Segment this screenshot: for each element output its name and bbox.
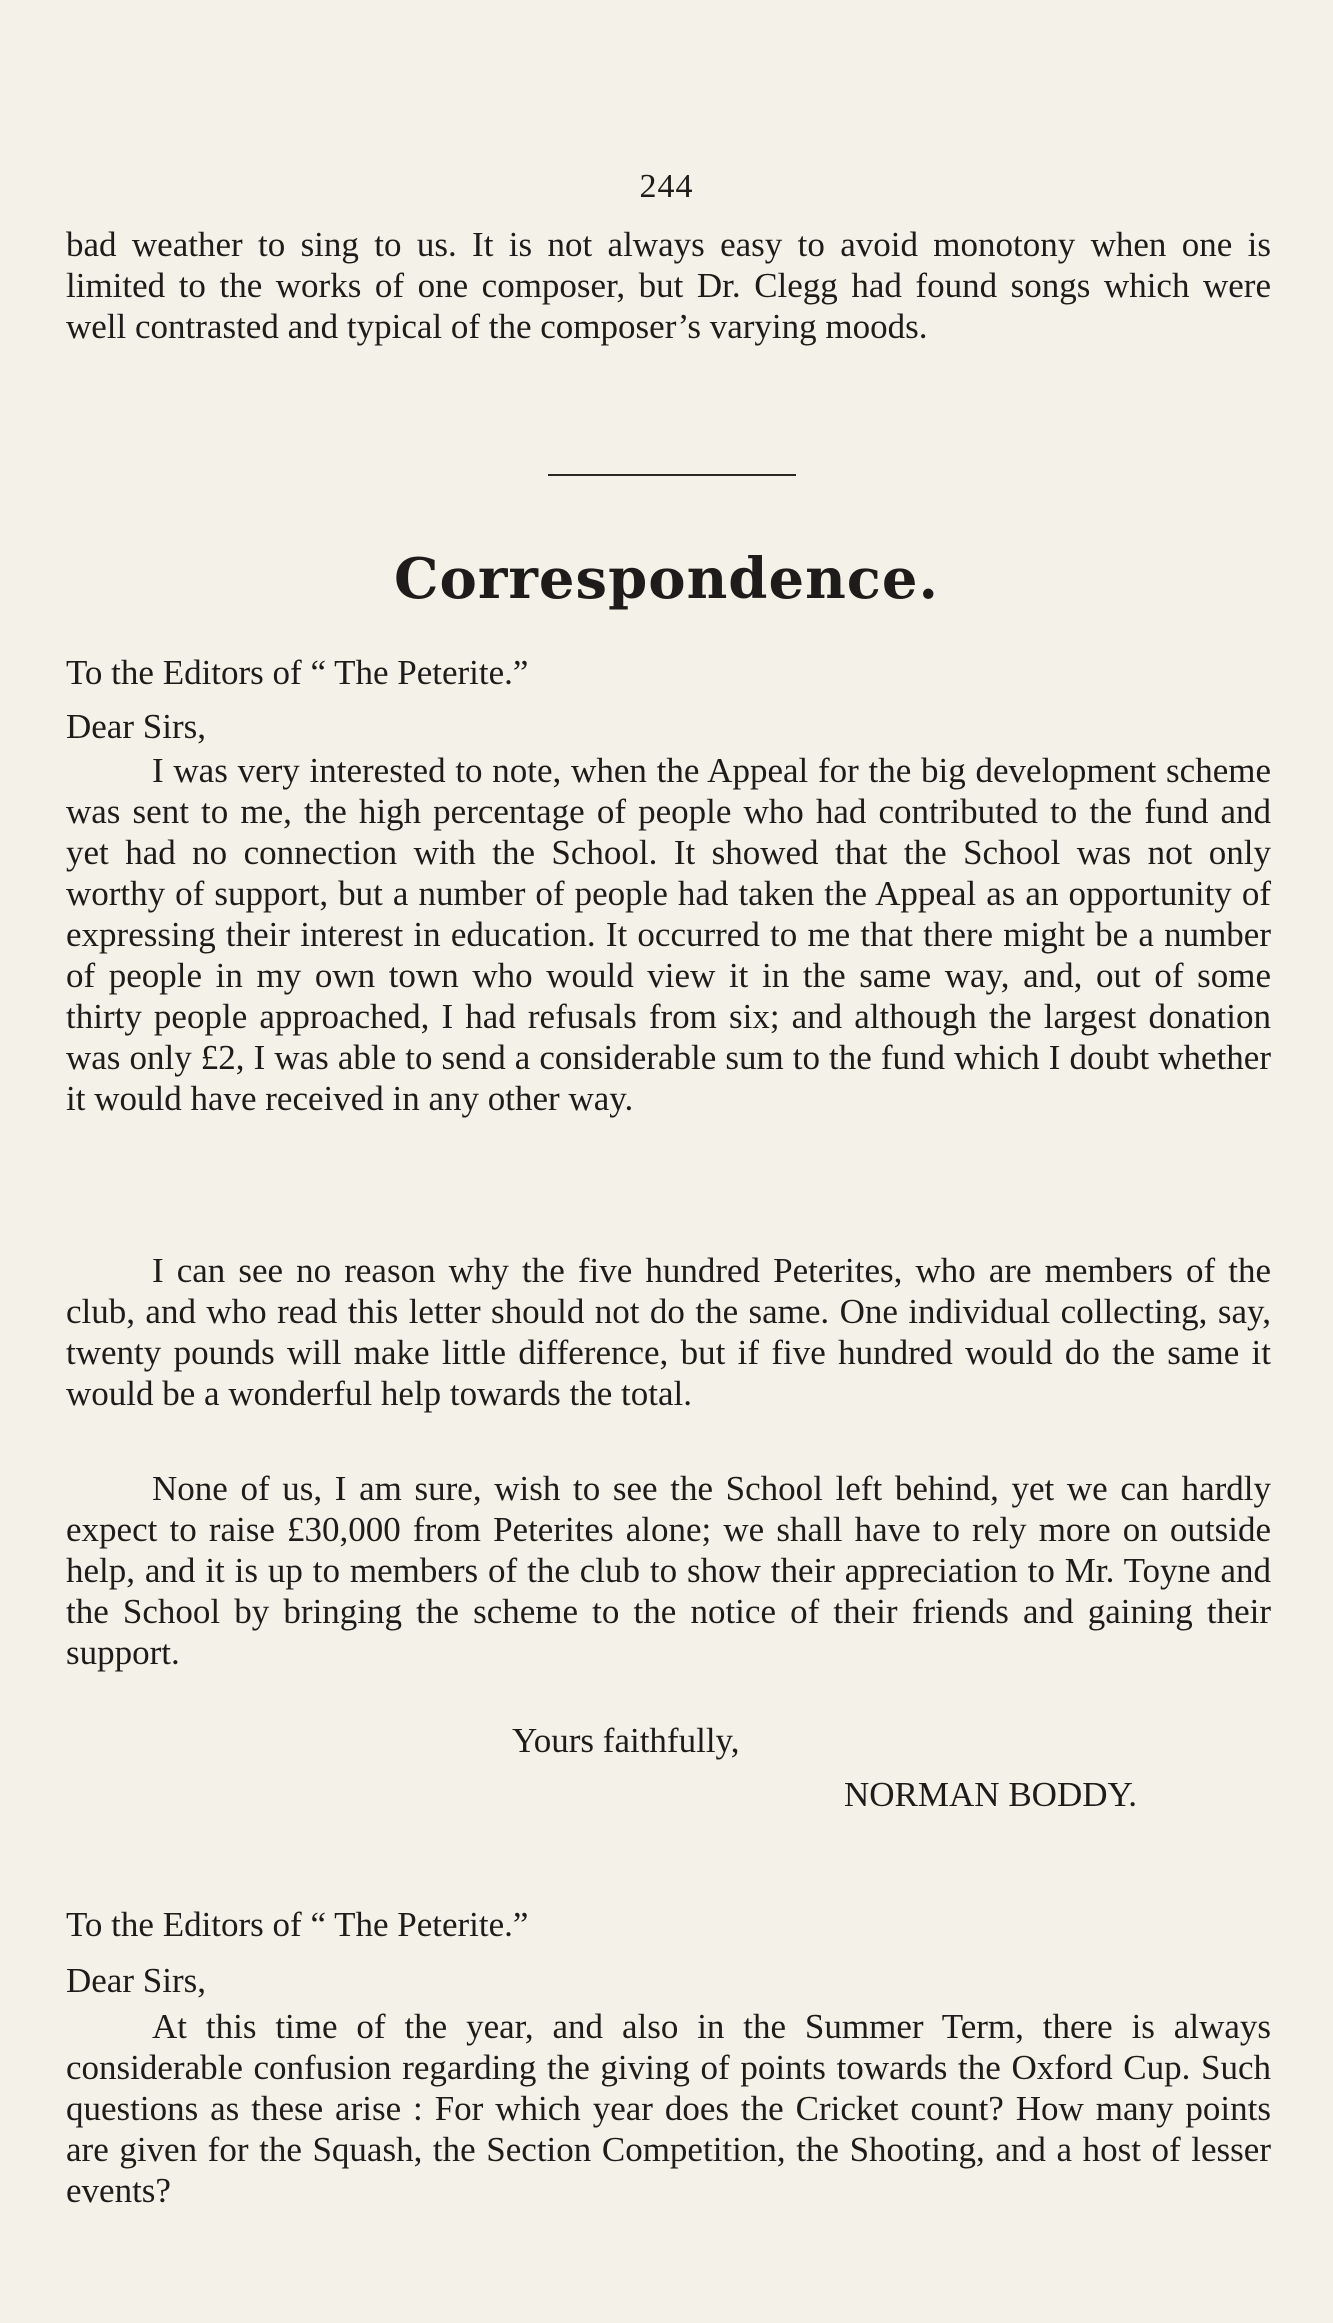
letter2-addressee: To the Editors of “ The Peterite.” bbox=[66, 1905, 529, 1944]
letter2-salutation: Dear Sirs, bbox=[66, 1961, 206, 2000]
page-number: 244 bbox=[639, 168, 694, 205]
letter1-closing: Yours faithfully, bbox=[512, 1721, 740, 1760]
section-heading: Correspondence. bbox=[393, 546, 940, 612]
letter1-salutation: Dear Sirs, bbox=[66, 707, 206, 746]
letter1-signature: NORMAN BODDY. bbox=[844, 1775, 1138, 1814]
letter1-paragraph-3: None of us, I am sure, wish to see the School left behind, yet we can hardly expect to raise £30,000 from Peterites alone; we shall have to rely more on outside help, and it is up to members of the club to show their appreciation to Mr. Toyne and the School by bringing the scheme to the notice of their friends and gaining their support. bbox=[66, 1469, 1271, 1672]
intro-paragraph: bad weather to sing to us. It is not always easy to avoid monotony when one is limited to the works of one composer, but Dr. Clegg had found songs which were well contrasted and typical of the composer’s varying moods. bbox=[66, 225, 1271, 346]
letter1-paragraph-2: I can see no reason why the five hundred Peterites, who are members of the club, and who read this letter should not do the same. One individual collecting, say, twenty pounds will make little difference, but if five hundred would do the same it would be a wonderful help towards the total. bbox=[66, 1251, 1271, 1413]
letter1-addressee: To the Editors of “ The Peterite.” bbox=[66, 653, 529, 692]
section-divider bbox=[548, 474, 796, 476]
letter2-paragraph-1: At this time of the year, and also in the Summer Term, there is always considerable confusion regarding the giving of points towards the Oxford Cup. Such questions as these arise : For which year does the Cricket count? How many points are given for the Squash, the Section Competition, the Shooting, and a host of lesser events? bbox=[66, 2007, 1271, 2210]
letter1-paragraph-1: I was very interested to note, when the Appeal for the big development scheme was sent to me, the high percentage of people who had contributed to the fund and yet had no connection with the School. It showed that the School was not only worthy of support, but a number of people had taken the Appeal as an opportunity of expressing their interest in education. It occurred to me that there might be a number of people in my own town who would view it in the same way, and, out of some thirty people approached, I had refusals from six; and although the largest donation was only £2, I was able to send a considerable sum to the fund which I doubt whether it would have received in any other way. bbox=[66, 751, 1271, 1118]
